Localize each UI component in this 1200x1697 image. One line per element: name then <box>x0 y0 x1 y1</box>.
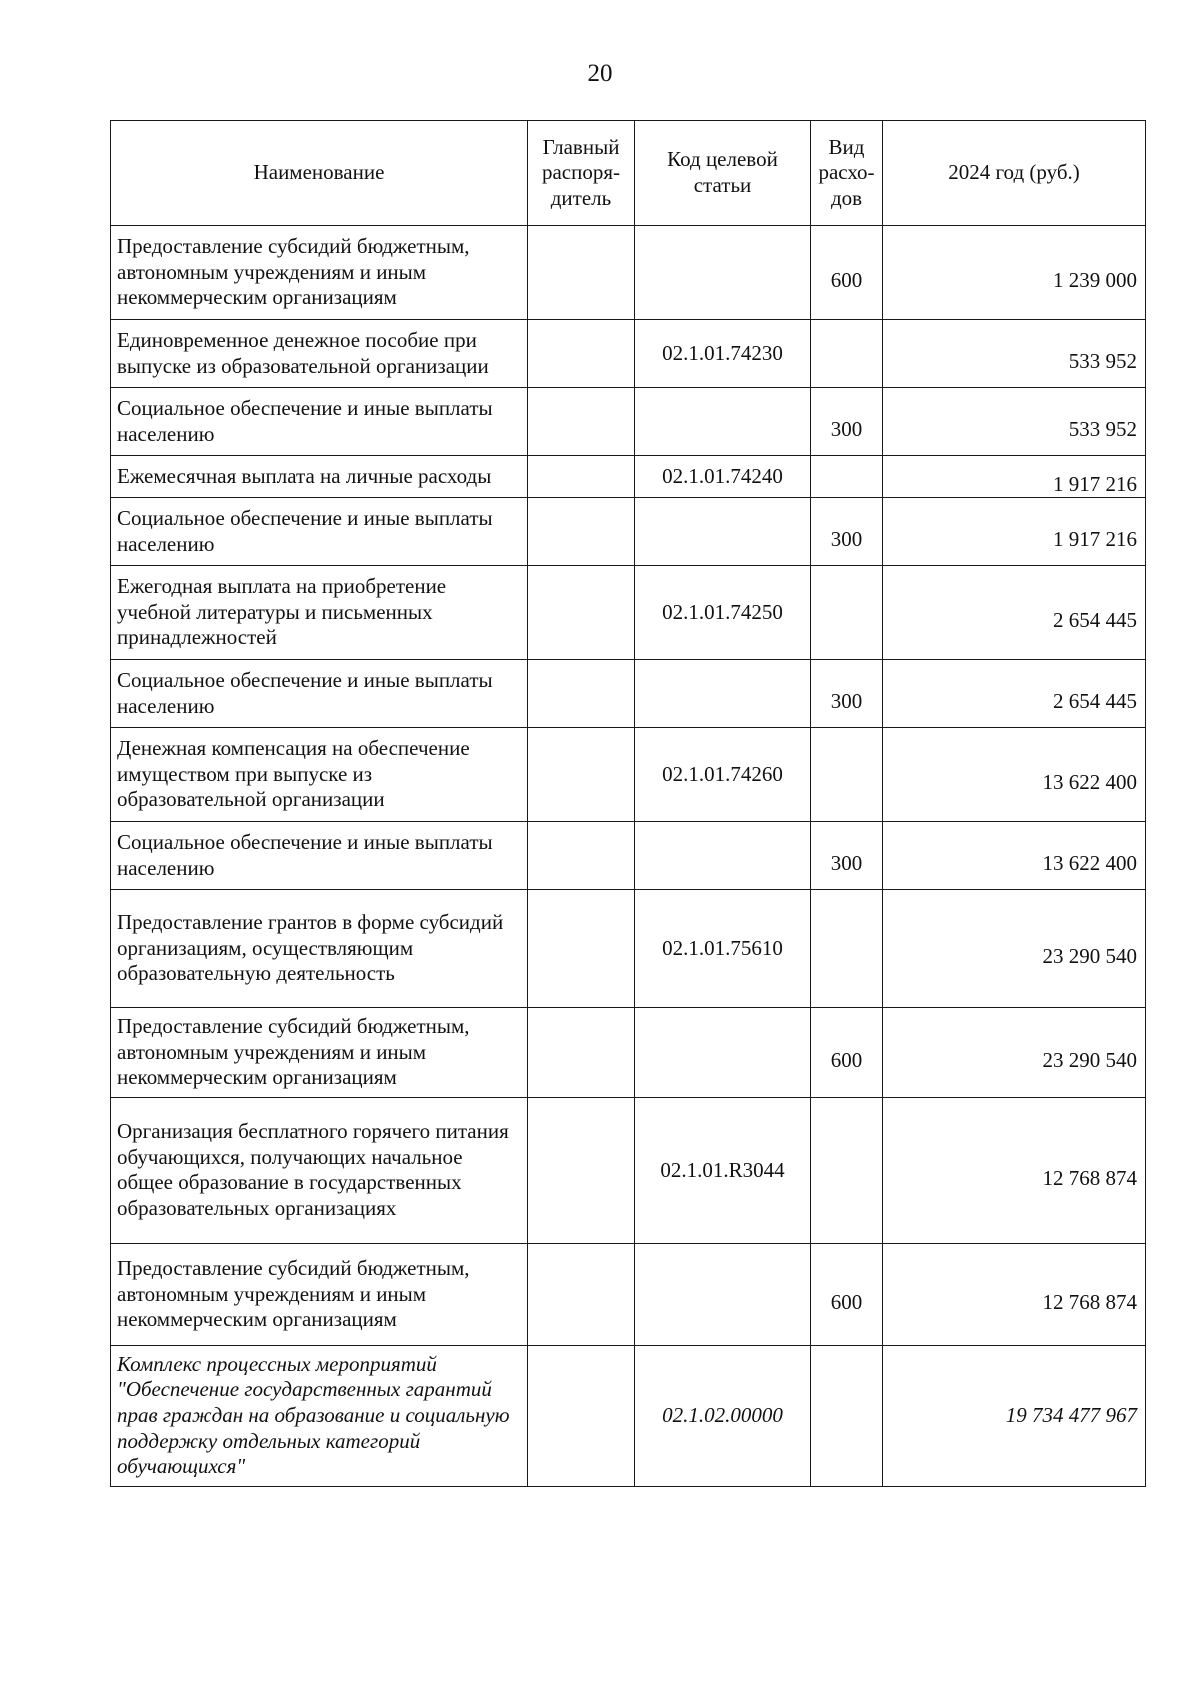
row-name: Предоставление субсидий бюджетным, автономным учреждениям и иным некоммерческим организациям <box>111 1008 528 1098</box>
row-kind <box>811 660 883 728</box>
row-name: Социальное обеспечение и иные выплаты населению <box>111 660 528 728</box>
row-code <box>635 822 811 890</box>
row-kind <box>811 1097 883 1243</box>
row-name: Единовременное денежное пособие при выпуске из образовательной организации <box>111 320 528 388</box>
row-kind-value: 300 <box>830 850 863 875</box>
row-code <box>635 226 811 320</box>
row-code <box>635 498 811 566</box>
row-kind <box>811 226 883 320</box>
row-code <box>635 388 811 456</box>
row-kind-value: 600 <box>830 1289 863 1314</box>
row-amount <box>883 388 1146 456</box>
table-row <box>111 226 1146 320</box>
row-name: Предоставление субсидий бюджетным, автономным учреждениям и иным некоммерческим организациям <box>111 226 528 320</box>
row-amount <box>883 456 1146 498</box>
table-row <box>111 388 1146 456</box>
row-amount-value: 12 768 874 <box>1042 1289 1137 1314</box>
row-name: Социальное обеспечение и иные выплаты населению <box>111 822 528 890</box>
table-body <box>111 226 1146 1487</box>
row-amount-value: 1 917 216 <box>1053 471 1137 496</box>
table-row <box>111 1008 1146 1098</box>
row-manager <box>528 728 635 822</box>
row-manager <box>528 1008 635 1098</box>
row-manager <box>528 1345 635 1486</box>
row-kind <box>811 890 883 1008</box>
header-name: Наименование <box>111 121 528 226</box>
row-name: Организация бесплатного горячего питания обучающихся, получающих начальное общее образование в государственных образовательных организациях <box>111 1097 528 1243</box>
row-code: 02.1.02.00000 <box>635 1345 811 1486</box>
header-manager: Главный распоря-дитель <box>528 121 635 226</box>
row-name: Комплекс процессных мероприятий "Обеспечение государственных гарантий прав граждан на образование и социальную поддержку отдельных категорий обучающихся" <box>111 1345 528 1486</box>
row-amount-value: 19 734 477 967 <box>1005 1403 1137 1428</box>
row-name: Предоставление субсидий бюджетным, автономным учреждениям и иным некоммерческим организациям <box>111 1243 528 1345</box>
row-manager <box>528 320 635 388</box>
table-row <box>111 728 1146 822</box>
row-manager <box>528 822 635 890</box>
row-kind <box>811 498 883 566</box>
row-name: Денежная компенсация на обеспечение имуществом при выпуске из образовательной организации <box>111 728 528 822</box>
row-amount <box>883 498 1146 566</box>
row-kind <box>811 728 883 822</box>
row-amount <box>883 1097 1146 1243</box>
row-amount <box>883 728 1146 822</box>
table-row <box>111 1243 1146 1345</box>
table-row <box>111 498 1146 566</box>
row-code: 02.1.01.74260 <box>635 728 811 822</box>
page-number: 20 <box>587 60 613 87</box>
table-row <box>111 1097 1146 1243</box>
budget-table <box>110 120 1146 1487</box>
row-amount <box>883 320 1146 388</box>
row-amount <box>883 226 1146 320</box>
table-header-row <box>111 121 1146 226</box>
row-name: Социальное обеспечение и иные выплаты населению <box>111 498 528 566</box>
table-row <box>111 660 1146 728</box>
row-code <box>635 660 811 728</box>
row-kind-value: 600 <box>830 267 863 292</box>
row-kind-value: 300 <box>830 526 863 551</box>
row-kind <box>811 822 883 890</box>
table-row <box>111 456 1146 498</box>
row-amount <box>883 822 1146 890</box>
row-name: Ежемесячная выплата на личные расходы <box>111 456 528 498</box>
row-kind <box>811 1008 883 1098</box>
table-row <box>111 890 1146 1008</box>
row-kind <box>811 388 883 456</box>
header-amount: 2024 год (руб.) <box>883 121 1146 226</box>
row-amount-value: 533 952 <box>1068 348 1137 373</box>
header-kind: Вид расхо-дов <box>811 121 883 226</box>
row-kind <box>811 566 883 660</box>
row-manager <box>528 890 635 1008</box>
row-kind-value: 300 <box>830 416 863 441</box>
row-code: 02.1.01.74250 <box>635 566 811 660</box>
row-amount <box>883 1345 1146 1486</box>
row-amount-value: 2 654 445 <box>1053 688 1137 713</box>
row-amount-value: 23 290 540 <box>1042 1047 1137 1072</box>
row-amount-value: 13 622 400 <box>1042 850 1137 875</box>
row-name: Ежегодная выплата на приобретение учебной литературы и письменных принадлежностей <box>111 566 528 660</box>
row-amount-value: 533 952 <box>1068 416 1137 441</box>
row-code: 02.1.01.R3044 <box>635 1097 811 1243</box>
row-manager <box>528 1243 635 1345</box>
row-manager <box>528 660 635 728</box>
row-name: Предоставление грантов в форме субсидий организациям, осуществляющим образовательную деятельность <box>111 890 528 1008</box>
row-manager <box>528 226 635 320</box>
row-kind <box>811 1345 883 1486</box>
row-manager <box>528 498 635 566</box>
row-kind <box>811 1243 883 1345</box>
row-kind-value: 600 <box>830 1047 863 1072</box>
row-amount <box>883 1243 1146 1345</box>
table-row <box>111 1345 1146 1486</box>
row-code <box>635 1008 811 1098</box>
row-amount <box>883 890 1146 1008</box>
table-row <box>111 320 1146 388</box>
row-amount-value: 23 290 540 <box>1042 943 1137 968</box>
row-code: 02.1.01.74230 <box>635 320 811 388</box>
row-kind <box>811 320 883 388</box>
header-code: Код целевой статьи <box>635 121 811 226</box>
row-manager <box>528 566 635 660</box>
row-manager <box>528 1097 635 1243</box>
row-manager <box>528 456 635 498</box>
row-amount <box>883 1008 1146 1098</box>
row-amount-value: 1 917 216 <box>1053 526 1137 551</box>
row-amount-value: 1 239 000 <box>1053 267 1137 292</box>
row-manager <box>528 388 635 456</box>
row-kind <box>811 456 883 498</box>
row-amount-value: 12 768 874 <box>1042 1165 1137 1190</box>
row-amount <box>883 566 1146 660</box>
row-code: 02.1.01.74240 <box>635 456 811 498</box>
row-code: 02.1.01.75610 <box>635 890 811 1008</box>
row-code <box>635 1243 811 1345</box>
row-kind-value: 300 <box>830 688 863 713</box>
row-amount-value: 2 654 445 <box>1053 607 1137 632</box>
row-amount-value: 13 622 400 <box>1042 769 1137 794</box>
table-row <box>111 566 1146 660</box>
table-row <box>111 822 1146 890</box>
row-amount <box>883 660 1146 728</box>
row-name: Социальное обеспечение и иные выплаты населению <box>111 388 528 456</box>
